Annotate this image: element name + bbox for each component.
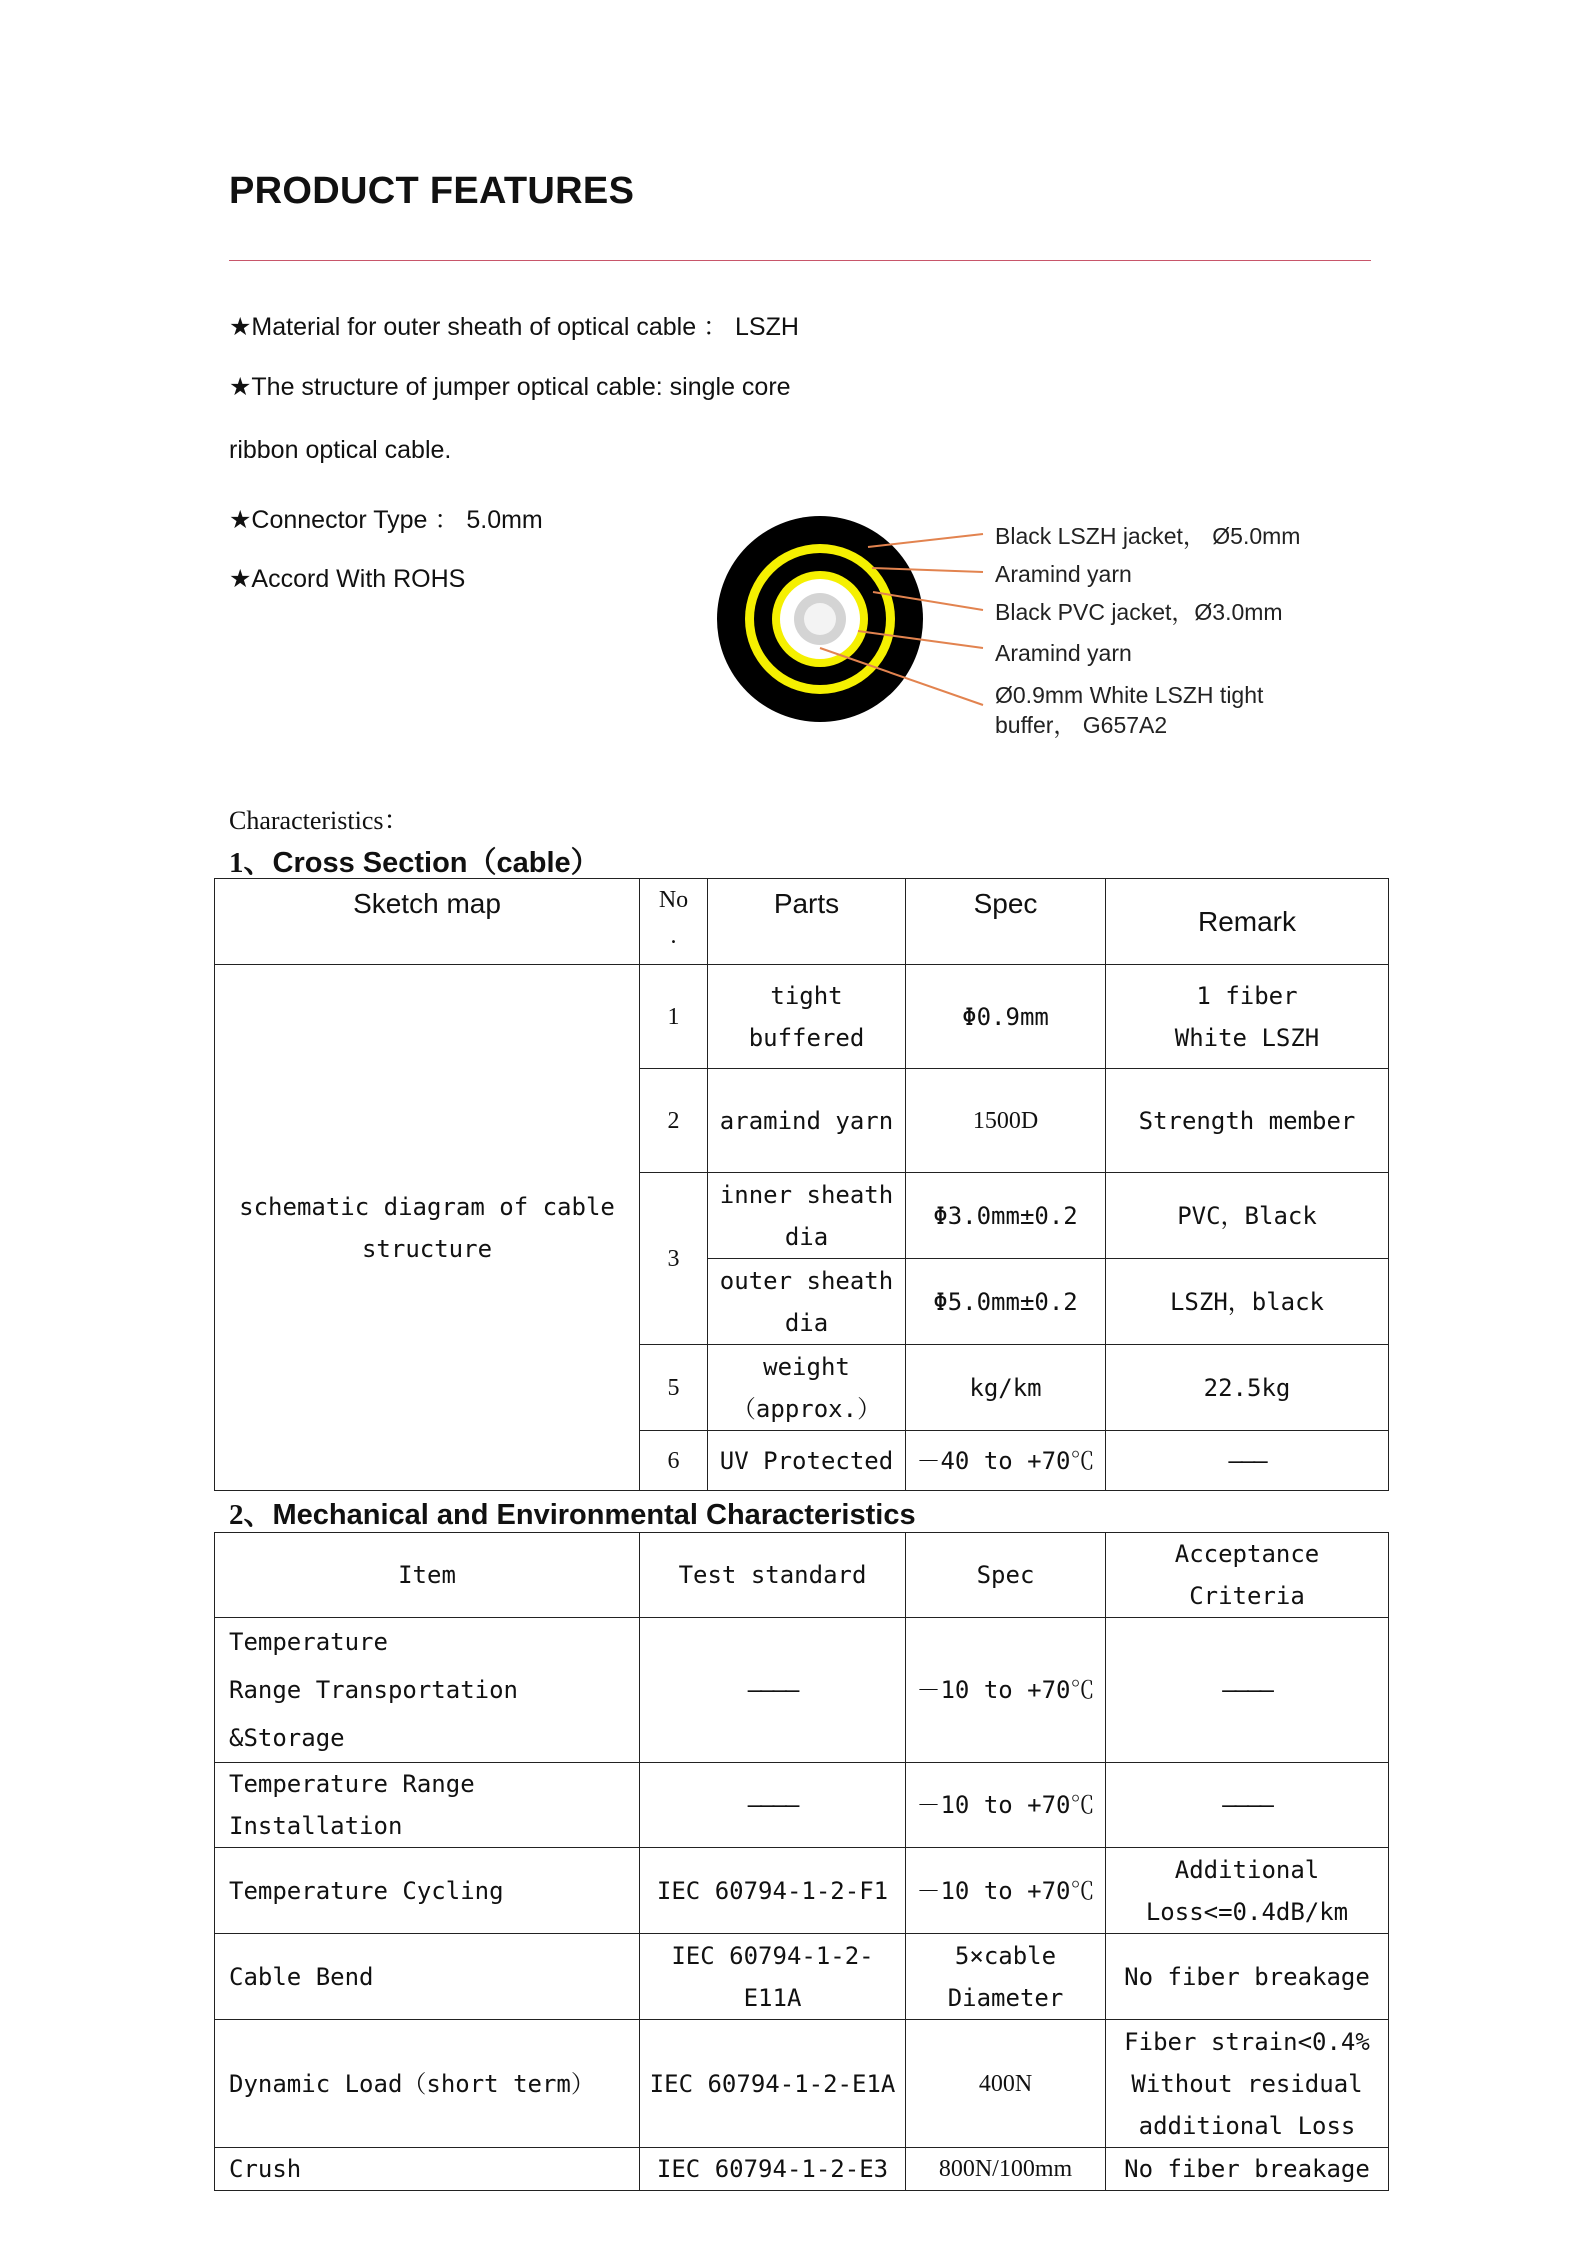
row-remark: LSZH，black (1106, 1259, 1389, 1345)
section-1-heading (229, 840, 600, 881)
feature-connector-type: ★Connector Type ： 5.0mm (229, 506, 543, 534)
section-2-number: 2、 (229, 1499, 273, 1531)
header-spec: Spec (906, 1533, 1106, 1618)
mechanical-environmental-table (214, 1532, 1389, 2191)
row-spec: Φ0.9mm (906, 965, 1106, 1069)
row-part: UV Protected (708, 1431, 906, 1491)
row-remark: Strength member (1106, 1069, 1389, 1173)
row-spec: －40 to +70℃ (906, 1431, 1106, 1491)
row-criteria: Additional Loss<=0.4dB/km (1106, 1848, 1389, 1934)
row-spec: 1500D (906, 1069, 1106, 1173)
row-part: outer sheath dia (708, 1259, 906, 1345)
row-criteria: No fiber breakage (1106, 1934, 1389, 2020)
row-spec: －10 to +70℃ (906, 1848, 1106, 1934)
row-test-standard: IEC 60794-1-2-E1A (640, 2020, 906, 2148)
row-item: Temperature Range Installation (215, 1763, 640, 1848)
row-criteria: ———— (1106, 1618, 1389, 1763)
table-row (215, 1618, 1389, 1763)
row-test-standard: IEC 60794-1-2-E11A (640, 1934, 906, 2020)
header-no: No . (640, 879, 708, 965)
section-1-number: 1、 (229, 847, 273, 879)
header-spec: Spec (906, 879, 1106, 965)
table-row (215, 1934, 1389, 2020)
row-item: Crush (215, 2148, 640, 2191)
row-part: aramind yarn (708, 1069, 906, 1173)
section-1-title: Cross Section（cable） (272, 847, 600, 879)
feature-structure-cont: ribbon optical cable. (229, 436, 452, 464)
row-criteria: No fiber breakage (1106, 2148, 1389, 2191)
row-no: 1 (640, 965, 708, 1069)
label-inner-yarn: Aramind yarn (995, 640, 1132, 666)
cross-section-table (214, 878, 1389, 1491)
feature-sheath-material: ★Material for outer sheath of optical cable ： LSZH (229, 313, 799, 341)
section-2-heading (229, 1492, 916, 1533)
row-spec: 400N (906, 2020, 1106, 2148)
feature-structure: ★The structure of jumper optical cable: single core (229, 373, 791, 401)
label-outer-jacket: Black LSZH jacket， Ø5.0mm (995, 523, 1301, 549)
sketch-map-cell: schematic diagram of cable structure (215, 965, 640, 1491)
header-item: Item (215, 1533, 640, 1618)
row-no: 2 (640, 1069, 708, 1173)
table-header-row (215, 1533, 1389, 1618)
row-part: weight （approx.） (708, 1345, 906, 1431)
row-test-standard: ———— (640, 1618, 906, 1763)
row-test-standard: ———— (640, 1763, 906, 1848)
row-criteria: Fiber strain<0.4% Without residual additional Loss (1106, 2020, 1389, 2148)
row-remark: ——— (1106, 1431, 1389, 1491)
cable-cross-section-diagram (700, 500, 1360, 760)
header-remark: Remark (1106, 879, 1389, 965)
row-item: Temperature Range Transportation &Storage (215, 1618, 640, 1763)
row-no: 5 (640, 1345, 708, 1431)
row-part: tight buffered (708, 965, 906, 1069)
table-header-row (215, 879, 1389, 965)
label-tight-buffer-cont: buffer， G657A2 (995, 712, 1168, 738)
table-row (215, 1763, 1389, 1848)
table-row (215, 2020, 1389, 2148)
table-row (215, 1848, 1389, 1934)
header-acceptance-criteria: Acceptance Criteria (1106, 1533, 1389, 1618)
row-remark: 1 fiber White LSZH (1106, 965, 1389, 1069)
row-no: 3 (640, 1173, 708, 1345)
header-sketch-map: Sketch map (215, 879, 640, 965)
label-inner-jacket: Black PVC jacket，Ø3.0mm (995, 599, 1283, 625)
label-tight-buffer: Ø0.9mm White LSZH tight (995, 682, 1264, 708)
row-test-standard: IEC 60794-1-2-E3 (640, 2148, 906, 2191)
title-divider (229, 260, 1371, 261)
row-item: Dynamic Load（short term） (215, 2020, 640, 2148)
row-spec: －10 to +70℃ (906, 1618, 1106, 1763)
row-remark: PVC，Black (1106, 1173, 1389, 1259)
feature-rohs: ★Accord With ROHS (229, 565, 466, 593)
page-title: PRODUCT FEATURES (229, 170, 635, 212)
label-outer-yarn: Aramind yarn (995, 561, 1132, 587)
row-test-standard: IEC 60794-1-2-F1 (640, 1848, 906, 1934)
row-item: Temperature Cycling (215, 1848, 640, 1934)
characteristics-label: Characteristics： (229, 806, 410, 835)
row-spec: kg/km (906, 1345, 1106, 1431)
header-test-standard: Test standard (640, 1533, 906, 1618)
row-criteria: ———— (1106, 1763, 1389, 1848)
row-spec: Φ3.0mm±0.2 (906, 1173, 1106, 1259)
row-no: 6 (640, 1431, 708, 1491)
row-part: inner sheath dia (708, 1173, 906, 1259)
row-spec: Φ5.0mm±0.2 (906, 1259, 1106, 1345)
table-row (215, 2148, 1389, 2191)
row-spec: 800N/100mm (906, 2148, 1106, 2191)
row-spec: －10 to +70℃ (906, 1763, 1106, 1848)
row-remark: 22.5kg (1106, 1345, 1389, 1431)
header-parts: Parts (708, 879, 906, 965)
row-spec: 5×cable Diameter (906, 1934, 1106, 2020)
row-item: Cable Bend (215, 1934, 640, 2020)
table-row (215, 965, 1389, 1069)
fiber-core-center (804, 603, 836, 635)
section-2-title: Mechanical and Environmental Characteristics (272, 1499, 916, 1531)
